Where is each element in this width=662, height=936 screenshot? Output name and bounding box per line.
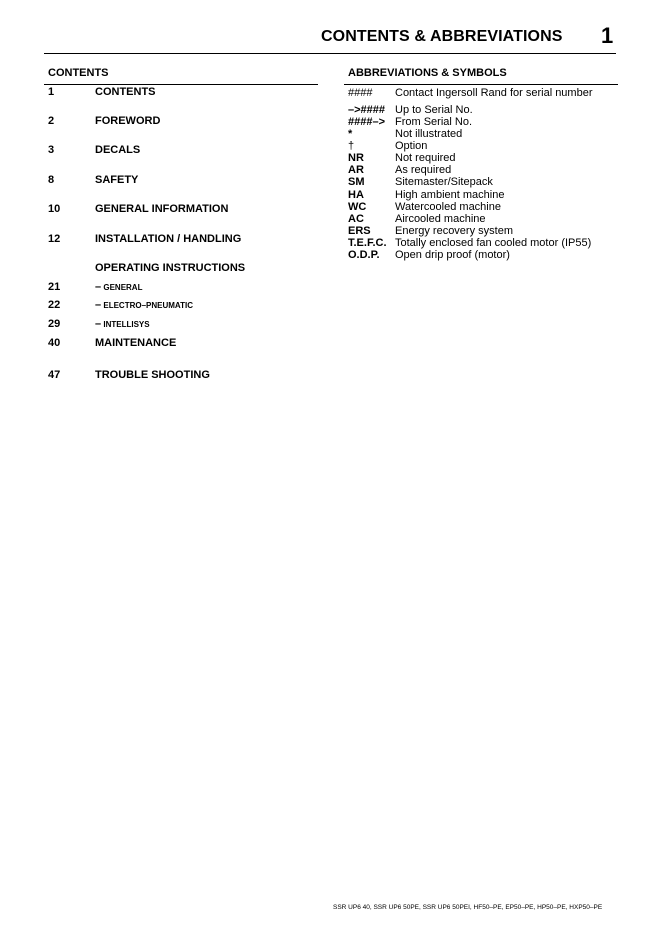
abbreviation-description: Aircooled machine xyxy=(395,213,486,225)
toc-item-number: 22 xyxy=(48,299,61,311)
toc-item-number: 29 xyxy=(48,318,61,330)
abbreviation-code: SM xyxy=(348,176,365,188)
abbreviations-divider xyxy=(344,84,618,85)
abbreviation-code: HA xyxy=(348,189,364,201)
toc-item-dash: – xyxy=(95,318,102,330)
abbreviation-code: † xyxy=(348,140,355,152)
toc-item-title: GENERAL xyxy=(103,283,143,292)
abbreviation-code: * xyxy=(348,128,353,140)
abbreviation-description: Contact Ingersoll Rand for serial number xyxy=(395,87,593,99)
toc-item-title: SAFETY xyxy=(95,174,139,186)
toc-item-number: 3 xyxy=(48,144,55,156)
abbreviation-description: High ambient machine xyxy=(395,189,505,201)
toc-item-title: DECALS xyxy=(95,144,141,156)
abbreviation-code: #### xyxy=(348,87,373,99)
toc-item-title: CONTENTS xyxy=(95,86,156,98)
abbreviation-description: Open drip proof (motor) xyxy=(395,249,510,261)
toc-item-title: FOREWORD xyxy=(95,115,161,127)
abbreviation-description: Option xyxy=(395,140,428,152)
toc-item-dash: – xyxy=(95,299,102,311)
abbreviation-description: From Serial No. xyxy=(395,116,473,128)
abbreviation-description: Energy recovery system xyxy=(395,225,513,237)
page-number: 1 xyxy=(601,23,614,48)
toc-item-title: OPERATING INSTRUCTIONS xyxy=(95,262,246,274)
abbreviation-code: –>#### xyxy=(348,104,386,116)
abbreviation-code: NR xyxy=(348,152,364,164)
contents-section xyxy=(48,67,318,80)
toc-item-number: 12 xyxy=(48,233,61,245)
abbreviation-description: Sitemaster/Sitepack xyxy=(395,176,493,188)
toc-item-title: INTELLISYS xyxy=(103,320,150,329)
toc-item-dash: – xyxy=(95,281,102,293)
toc-item-number: 1 xyxy=(48,86,55,98)
toc-item-number: 8 xyxy=(48,174,55,186)
toc-item-number: 10 xyxy=(48,203,61,215)
abbreviations-section xyxy=(348,67,507,80)
toc-item-number: 40 xyxy=(48,337,61,349)
abbreviation-code: ERS xyxy=(348,225,371,237)
abbreviation-description: Totally enclosed fan cooled motor (IP55) xyxy=(395,237,592,249)
abbreviation-code: AR xyxy=(348,164,364,176)
abbreviation-code: O.D.P. xyxy=(348,249,380,261)
toc-item-title: INSTALLATION / HANDLING xyxy=(95,233,242,245)
toc-item-title: GENERAL INFORMATION xyxy=(95,203,229,215)
abbreviation-description: Watercooled machine xyxy=(395,201,501,213)
abbreviation-code: T.E.F.C. xyxy=(348,237,387,249)
abbreviations-heading: ABBREVIATIONS & SYMBOLS xyxy=(348,67,507,79)
abbreviation-code: WC xyxy=(348,201,367,213)
abbreviation-description: As required xyxy=(395,164,452,176)
toc-item-title: TROUBLE SHOOTING xyxy=(95,369,210,381)
contents-divider xyxy=(44,84,318,85)
abbreviation-code: ####–> xyxy=(348,116,386,128)
header-divider xyxy=(44,53,616,54)
footer-model-list: SSR UP6 40, SSR UP6 50PE, SSR UP6 50PEI, HF50–PE, EP50–PE, HP50–PE, HXP50–PE xyxy=(333,904,603,911)
abbreviation-description: Not illustrated xyxy=(395,128,463,140)
toc-item-number: 47 xyxy=(48,369,61,381)
toc-item-number: 2 xyxy=(48,115,55,127)
abbreviation-code: AC xyxy=(348,213,364,225)
abbreviation-description: Not required xyxy=(395,152,456,164)
abbreviation-description: Up to Serial No. xyxy=(395,104,473,116)
toc-item-title: MAINTENANCE xyxy=(95,337,177,349)
contents-heading: CONTENTS xyxy=(48,67,109,79)
toc-item-number: 21 xyxy=(48,281,61,293)
toc-item-title: ELECTRO–PNEUMATIC xyxy=(103,301,193,310)
page-title: CONTENTS & ABBREVIATIONS xyxy=(321,28,563,45)
